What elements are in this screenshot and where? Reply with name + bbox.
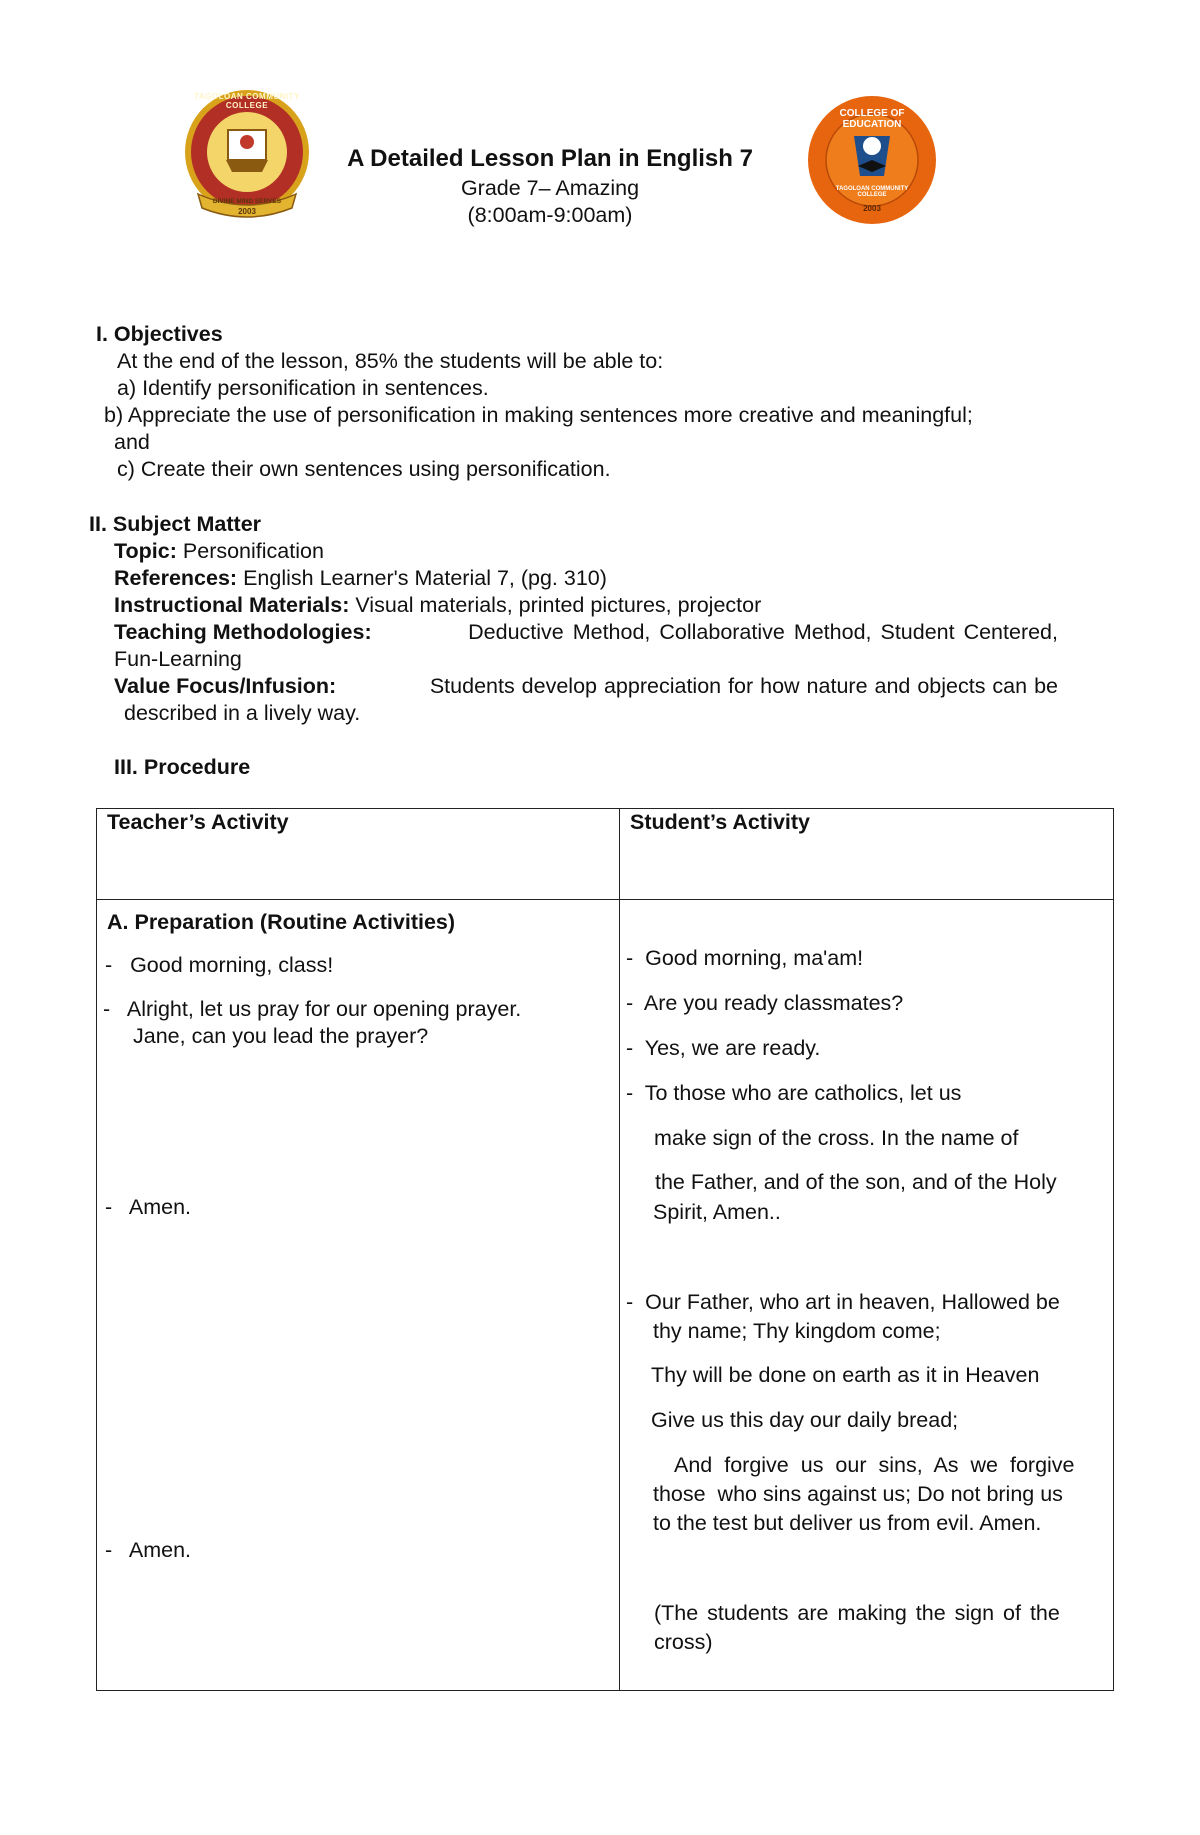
left-seal-ribbon-text: DIVINE MIND SERVES (212, 198, 282, 205)
left-seal-year: 2003 (238, 207, 256, 216)
teacher-line: - Amen. (105, 1195, 192, 1219)
procedure-heading: III. Procedure (114, 755, 251, 779)
student-line: the Father, and of the son, and of the Holy (655, 1170, 1057, 1194)
college-seal-logo (178, 88, 316, 226)
right-seal-year: 2003 (863, 204, 881, 213)
references-value: English Learner's Material 7, (pg. 310) (243, 566, 607, 590)
student-line: - Yes, we are ready. (626, 1036, 821, 1060)
student-line: And forgive us our sins, As we forgive (674, 1453, 1075, 1477)
student-line: Give us this day our daily bread; (651, 1408, 959, 1432)
student-line: make sign of the cross. In the name of (654, 1126, 1019, 1150)
col-header-student: Student’s Activity (630, 810, 810, 834)
student-line: those who sins against us; Do not bring us (653, 1482, 1063, 1506)
topic-row (114, 538, 324, 565)
college-of-education-logo (806, 94, 938, 226)
left-seal-ring-text: TAGOLOAN COMMUNITY COLLEGE (194, 92, 300, 110)
methods-row (114, 619, 1058, 646)
topic-value: Personification (182, 539, 324, 563)
topic-label: Topic: (114, 539, 177, 563)
student-line: thy name; Thy kingdom come; (653, 1319, 941, 1343)
student-line: - Are you ready classmates? (626, 991, 904, 1015)
col-header-teacher: Teacher’s Activity (107, 810, 289, 834)
class-time: (8:00am-9:00am) (467, 203, 633, 227)
teacher-line: - Alright, let us pray for our opening prayer. (103, 997, 522, 1021)
objective-b-line2: and (114, 430, 150, 454)
student-line: Spirit, Amen.. (653, 1200, 781, 1224)
objective-c: c) Create their own sentences using personification. (117, 457, 611, 481)
teacher-line: - Amen. (105, 1538, 192, 1562)
value-focus-label: Value Focus/Infusion: (114, 674, 337, 698)
section-a-heading: A. Preparation (Routine Activities) (107, 910, 456, 934)
right-seal-inner-text: TAGOLOAN COMMUNITY COLLEGE (835, 186, 909, 198)
value-focus-line2: described in a lively way. (124, 701, 361, 725)
methods-label: Teaching Methodologies: (114, 620, 372, 644)
materials-row (114, 592, 761, 619)
grade-section: Grade 7– Amazing (460, 176, 640, 200)
objectives-intro: At the end of the lesson, 85% the students will be able to: (117, 349, 664, 373)
objectives-heading: I. Objectives (96, 322, 223, 346)
procedure-table (96, 808, 1114, 1691)
references-label: References: (114, 566, 238, 590)
student-line: - Our Father, who art in heaven, Hallowed be (626, 1290, 1060, 1314)
materials-value: Visual materials, printed pictures, projector (355, 593, 762, 617)
objective-b-line1: b) Appreciate the use of personification in making sentences more creative and meaningful; (104, 403, 973, 427)
references-row (114, 565, 607, 592)
value-focus-line1: Students develop appreciation for how nature and objects can be (429, 674, 1058, 698)
procedure-table-divider (619, 808, 620, 1691)
student-line: Thy will be done on earth as it in Heaven (651, 1363, 1040, 1387)
student-line: cross) (654, 1630, 713, 1654)
methods-value-line1: Deductive Method, Collaborative Method, Student Centered, (468, 620, 1058, 644)
value-focus-row (114, 673, 1058, 700)
right-seal-ring-text: COLLEGE OF EDUCATION (839, 108, 905, 130)
teacher-line: - Good morning, class! (105, 953, 334, 977)
materials-label: Instructional Materials: (114, 593, 350, 617)
methods-value-line2: Fun-Learning (114, 647, 242, 671)
student-line: - To those who are catholics, let us (626, 1081, 962, 1105)
subject-matter-heading: II. Subject Matter (89, 512, 262, 536)
student-line: - Good morning, ma'am! (626, 946, 864, 970)
procedure-table-header-rule (96, 899, 1114, 900)
student-line: (The students are making the sign of the (654, 1601, 1060, 1625)
teacher-line: Jane, can you lead the prayer? (133, 1024, 429, 1048)
student-line: to the test but deliver us from evil. Amen. (653, 1511, 1042, 1535)
page-title: A Detailed Lesson Plan in English 7 (347, 145, 753, 172)
objective-a: a) Identify personification in sentences. (117, 376, 489, 400)
